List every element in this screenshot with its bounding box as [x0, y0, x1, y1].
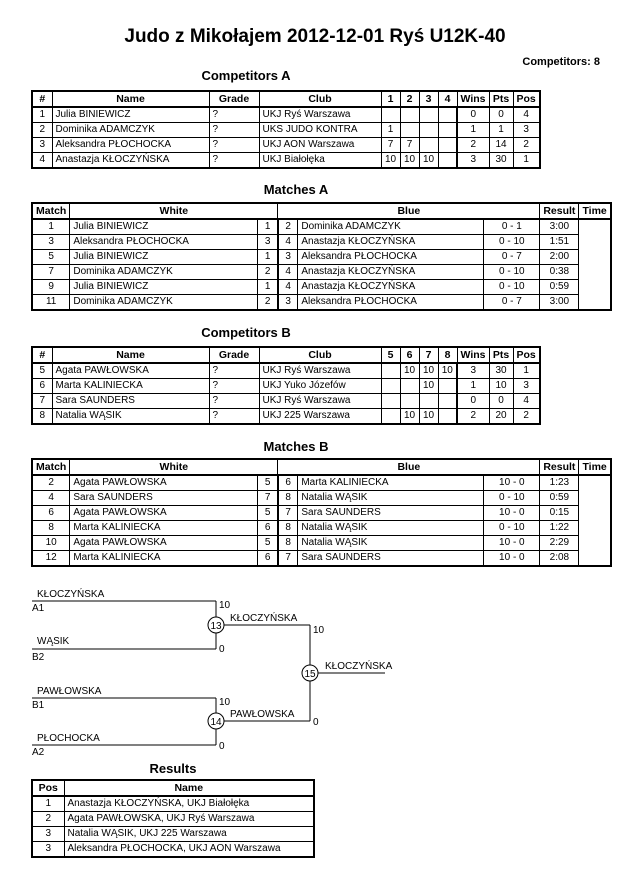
table-row: [32, 107, 540, 123]
sf2-match-number: 14: [210, 717, 222, 728]
sf1-top-seed: A1: [32, 603, 45, 614]
table-cell: Marta KALINIECKA: [70, 551, 258, 567]
table-row: [32, 827, 314, 842]
table-cell: 7: [278, 506, 298, 521]
table-cell: Aleksandra PŁOCHOCKA: [52, 138, 209, 153]
table-cell: 8: [278, 521, 298, 536]
table-cell: 3:00: [540, 219, 579, 235]
competitors-a-title: Competitors A: [201, 68, 291, 83]
table-cell: Julia BINIEWICZ: [70, 219, 258, 235]
table-cell: 10: [419, 379, 438, 394]
table-cell: Agata PAWŁOWSKA, UKJ Ryś Warszawa: [64, 812, 314, 827]
table-cell: Natalia WĄSIK: [298, 536, 484, 551]
table-cell: 10: [32, 536, 70, 551]
sf1-match-number: 13: [210, 621, 222, 632]
table-cell: 2: [457, 138, 489, 153]
table-cell: 2: [457, 409, 489, 425]
table-cell: 0 - 10: [484, 280, 540, 295]
table-row: [32, 153, 540, 169]
column-header: Time: [579, 203, 611, 219]
table-cell: 2: [32, 475, 70, 491]
table-cell: Dominika ADAMCZYK: [70, 265, 258, 280]
sf1-bottom-seed: B2: [32, 652, 45, 663]
sf2-top-seed: B1: [32, 700, 45, 711]
column-header: Wins: [457, 347, 489, 363]
table-cell: 10: [419, 153, 438, 169]
column-header: #: [32, 347, 52, 363]
table-cell: Julia BINIEWICZ: [70, 280, 258, 295]
table-row: [32, 235, 611, 250]
table-cell: UKJ Yuko Józefów: [259, 379, 381, 394]
matches-b-title: Matches B: [263, 439, 329, 454]
table-cell: Marta KALINIECKA: [70, 521, 258, 536]
column-header: Wins: [457, 91, 489, 107]
column-header: #: [32, 91, 52, 107]
table-cell: 8: [278, 491, 298, 506]
table-cell: [438, 409, 457, 425]
table-cell: 0: [457, 107, 489, 123]
table-row: [32, 265, 611, 280]
table-cell: [400, 107, 419, 123]
table-cell: 20: [489, 409, 513, 425]
table-row: [32, 551, 611, 567]
table-cell: 2: [32, 812, 64, 827]
table-cell: Natalia WĄSIK: [298, 491, 484, 506]
elimination-bracket: [0, 580, 420, 755]
table-cell: 1: [258, 280, 278, 295]
table-row: [32, 250, 611, 265]
table-cell: [381, 394, 400, 409]
column-header: Blue: [278, 459, 540, 475]
table-row: [32, 280, 611, 295]
table-cell: [381, 409, 400, 425]
table-cell: Sara SAUNDERS: [298, 506, 484, 521]
table-cell: 3: [32, 842, 64, 858]
table-cell: 10 - 0: [484, 506, 540, 521]
table-cell: 2: [32, 123, 52, 138]
table-cell: 10: [438, 363, 457, 379]
table-cell: 30: [489, 153, 513, 169]
table-row: [32, 536, 611, 551]
column-header: Pos: [513, 91, 540, 107]
table-cell: [400, 123, 419, 138]
table-cell: 0: [489, 394, 513, 409]
table-cell: Aleksandra PŁOCHOCKA: [298, 295, 484, 311]
table-cell: UKJ AON Warszawa: [259, 138, 381, 153]
sf2-bottom-name: PŁOCHOCKA: [37, 733, 100, 744]
table-cell: 30: [489, 363, 513, 379]
competitors-a-table: [31, 90, 541, 169]
competitors-b-table: [31, 346, 541, 425]
table-cell: 0 - 10: [484, 235, 540, 250]
column-header: 7: [419, 347, 438, 363]
table-cell: Dominika ADAMCZYK: [70, 295, 258, 311]
table-cell: 4: [278, 280, 298, 295]
column-header: Blue: [278, 203, 540, 219]
table-cell: 7: [258, 491, 278, 506]
table-cell: 4: [32, 153, 52, 169]
column-header: Match: [32, 203, 70, 219]
table-cell: 10 - 0: [484, 475, 540, 491]
table-cell: 2: [278, 219, 298, 235]
sf1-winner: KŁOCZYŃSKA: [230, 613, 298, 624]
table-cell: UKJ Białołęka: [259, 153, 381, 169]
table-cell: UKS JUDO KONTRA: [259, 123, 381, 138]
table-cell: 0: [457, 394, 489, 409]
table-cell: Agata PAWŁOWSKA: [70, 536, 258, 551]
table-cell: 1: [513, 363, 540, 379]
table-cell: 6: [258, 551, 278, 567]
column-header: Grade: [209, 347, 259, 363]
table-row: [32, 812, 314, 827]
table-cell: 10: [400, 363, 419, 379]
table-cell: 0 - 10: [484, 265, 540, 280]
table-cell: 10: [400, 409, 419, 425]
table-cell: 4: [513, 107, 540, 123]
table-cell: 1:51: [540, 235, 579, 250]
table-cell: 0: [489, 107, 513, 123]
column-header: White: [70, 459, 278, 475]
table-cell: 5: [32, 363, 52, 379]
table-cell: 2: [513, 409, 540, 425]
table-row: [32, 138, 540, 153]
table-cell: 4: [278, 265, 298, 280]
column-header: Club: [259, 347, 381, 363]
table-row: [32, 394, 540, 409]
table-cell: 7: [32, 394, 52, 409]
table-cell: Aleksandra PŁOCHOCKA, UKJ AON Warszawa: [64, 842, 314, 858]
table-cell: Sara SAUNDERS: [298, 551, 484, 567]
table-cell: 1: [381, 123, 400, 138]
table-row: [32, 796, 314, 812]
table-cell: 10: [400, 153, 419, 169]
table-cell: 3: [513, 379, 540, 394]
table-cell: [419, 138, 438, 153]
table-cell: Dominika ADAMCZYK: [298, 219, 484, 235]
table-cell: ?: [209, 107, 259, 123]
table-cell: 0:15: [540, 506, 579, 521]
table-cell: [400, 379, 419, 394]
table-cell: Natalia WĄSIK: [298, 521, 484, 536]
table-cell: 8: [32, 409, 52, 425]
results-title: Results: [149, 761, 197, 776]
table-cell: Marta KALINIECKA: [52, 379, 209, 394]
column-header: Grade: [209, 91, 259, 107]
table-cell: Agata PAWŁOWSKA: [52, 363, 209, 379]
table-cell: [438, 379, 457, 394]
column-header: 8: [438, 347, 457, 363]
table-cell: 0 - 10: [484, 491, 540, 506]
column-header: 3: [419, 91, 438, 107]
sf2-final-score: 0: [313, 717, 319, 728]
table-cell: Anastazja KŁOCZYŃSKA: [52, 153, 209, 169]
table-cell: 0 - 10: [484, 521, 540, 536]
table-cell: Natalia WĄSIK: [52, 409, 209, 425]
column-header: Pos: [32, 780, 64, 796]
sf2-top-score: 10: [219, 697, 231, 708]
table-cell: 10 - 0: [484, 536, 540, 551]
column-header: Result: [540, 459, 579, 475]
sf1-top-score: 10: [219, 600, 231, 611]
table-cell: [419, 123, 438, 138]
table-cell: 3: [32, 827, 64, 842]
table-row: [32, 491, 611, 506]
table-cell: 0:59: [540, 280, 579, 295]
table-cell: 7: [381, 138, 400, 153]
table-row: [32, 363, 540, 379]
table-cell: 3: [258, 235, 278, 250]
table-cell: [381, 363, 400, 379]
page-title: Judo z Mikołajem 2012-12-01 Ryś U12K-40: [124, 26, 506, 47]
table-cell: 10: [419, 409, 438, 425]
table-row: [32, 123, 540, 138]
column-header: Pos: [513, 347, 540, 363]
table-cell: 4: [513, 394, 540, 409]
table-cell: ?: [209, 138, 259, 153]
matches-a-table: [31, 202, 612, 311]
table-cell: ?: [209, 379, 259, 394]
table-cell: 2: [513, 138, 540, 153]
table-cell: 3: [457, 363, 489, 379]
sf2-winner: PAWŁOWSKA: [230, 709, 295, 720]
table-cell: 1: [32, 219, 70, 235]
table-cell: 0:59: [540, 491, 579, 506]
table-cell: UKJ Ryś Warszawa: [259, 363, 381, 379]
table-cell: Julia BINIEWICZ: [52, 107, 209, 123]
table-cell: 11: [32, 295, 70, 311]
column-header: Name: [64, 780, 314, 796]
table-cell: 10 - 0: [484, 551, 540, 567]
table-cell: 3: [457, 153, 489, 169]
table-cell: UKJ Ryś Warszawa: [259, 107, 381, 123]
table-cell: 3: [513, 123, 540, 138]
table-cell: 8: [32, 521, 70, 536]
table-cell: 0:38: [540, 265, 579, 280]
table-cell: 2: [258, 265, 278, 280]
table-cell: Aleksandra PŁOCHOCKA: [70, 235, 258, 250]
competitors-b-title: Competitors B: [201, 325, 291, 340]
table-cell: 3: [278, 250, 298, 265]
table-cell: 2:08: [540, 551, 579, 567]
table-cell: 7: [32, 265, 70, 280]
table-cell: Agata PAWŁOWSKA: [70, 475, 258, 491]
table-cell: [400, 394, 419, 409]
table-cell: Marta KALINIECKA: [298, 475, 484, 491]
table-cell: Anastazja KŁOCZYŃSKA: [298, 265, 484, 280]
column-header: Pts: [489, 347, 513, 363]
column-header: 4: [438, 91, 457, 107]
table-cell: UKJ Ryś Warszawa: [259, 394, 381, 409]
table-row: [32, 409, 540, 425]
matches-a-title: Matches A: [263, 182, 329, 197]
table-cell: [381, 379, 400, 394]
table-cell: 5: [32, 250, 70, 265]
table-cell: ?: [209, 123, 259, 138]
table-header-row: [32, 347, 540, 363]
column-header: 1: [381, 91, 400, 107]
column-header: 6: [400, 347, 419, 363]
table-header-row: [32, 91, 540, 107]
table-cell: 0 - 7: [484, 250, 540, 265]
table-cell: 0 - 7: [484, 295, 540, 311]
table-cell: Anastazja KŁOCZYŃSKA, UKJ Białołęka: [64, 796, 314, 812]
table-cell: 1: [32, 796, 64, 812]
final-match-number: 15: [304, 669, 316, 680]
table-cell: 12: [32, 551, 70, 567]
final-winner: KŁOCZYŃSKA: [325, 661, 393, 672]
table-cell: Agata PAWŁOWSKA: [70, 506, 258, 521]
table-cell: [438, 138, 457, 153]
table-cell: Aleksandra PŁOCHOCKA: [298, 250, 484, 265]
sf2-bottom-seed: A2: [32, 747, 45, 755]
table-row: [32, 506, 611, 521]
table-cell: [381, 107, 400, 123]
sf2-top-name: PAWŁOWSKA: [37, 686, 102, 697]
sf2-bottom-score: 0: [219, 741, 225, 752]
table-cell: 4: [278, 235, 298, 250]
column-header: 5: [381, 347, 400, 363]
table-header-row: [32, 780, 314, 796]
table-cell: 6: [32, 379, 52, 394]
table-cell: [438, 123, 457, 138]
table-cell: UKJ 225 Warszawa: [259, 409, 381, 425]
table-cell: 9: [32, 280, 70, 295]
table-cell: 5: [258, 475, 278, 491]
table-cell: 6: [258, 521, 278, 536]
table-cell: 2: [258, 295, 278, 311]
table-cell: [438, 394, 457, 409]
table-header-row: [32, 203, 611, 219]
sf1-bottom-name: WĄSIK: [37, 636, 70, 647]
table-cell: 5: [258, 506, 278, 521]
table-cell: 3: [32, 138, 52, 153]
table-cell: 10: [489, 379, 513, 394]
table-cell: [438, 153, 457, 169]
table-row: [32, 521, 611, 536]
table-cell: 3: [278, 295, 298, 311]
sf1-top-name: KŁOCZYŃSKA: [37, 589, 105, 600]
table-cell: 8: [278, 536, 298, 551]
table-cell: 0 - 1: [484, 219, 540, 235]
table-header-row: [32, 459, 611, 475]
table-row: [32, 379, 540, 394]
column-header: Name: [52, 91, 209, 107]
column-header: Name: [52, 347, 209, 363]
table-cell: 7: [400, 138, 419, 153]
table-cell: ?: [209, 153, 259, 169]
table-cell: 7: [278, 551, 298, 567]
table-row: [32, 475, 611, 491]
table-cell: 1: [457, 379, 489, 394]
column-header: White: [70, 203, 278, 219]
table-cell: ?: [209, 363, 259, 379]
table-cell: 10: [419, 363, 438, 379]
table-cell: 5: [258, 536, 278, 551]
table-row: [32, 295, 611, 311]
table-cell: 1:22: [540, 521, 579, 536]
table-cell: [419, 394, 438, 409]
table-cell: 1: [32, 107, 52, 123]
table-cell: 14: [489, 138, 513, 153]
table-cell: Sara SAUNDERS: [70, 491, 258, 506]
column-header: 2: [400, 91, 419, 107]
table-row: [32, 219, 611, 235]
column-header: Time: [579, 459, 611, 475]
table-cell: ?: [209, 394, 259, 409]
table-cell: Anastazja KŁOCZYŃSKA: [298, 280, 484, 295]
table-cell: 1: [489, 123, 513, 138]
table-cell: [419, 107, 438, 123]
table-cell: Anastazja KŁOCZYŃSKA: [298, 235, 484, 250]
table-cell: 1: [457, 123, 489, 138]
table-cell: ?: [209, 409, 259, 425]
table-cell: 2:00: [540, 250, 579, 265]
table-cell: 3: [32, 235, 70, 250]
column-header: Club: [259, 91, 381, 107]
sf1-bottom-score: 0: [219, 644, 225, 655]
table-cell: 10: [381, 153, 400, 169]
table-cell: Sara SAUNDERS: [52, 394, 209, 409]
column-header: Pts: [489, 91, 513, 107]
table-cell: Dominika ADAMCZYK: [52, 123, 209, 138]
competitors-count: Competitors: 8: [522, 56, 600, 68]
table-cell: [438, 107, 457, 123]
table-cell: 1: [258, 250, 278, 265]
sf1-final-score: 10: [313, 625, 325, 636]
results-table: [31, 779, 315, 858]
column-header: Match: [32, 459, 70, 475]
table-cell: Julia BINIEWICZ: [70, 250, 258, 265]
table-row: [32, 842, 314, 858]
table-cell: 6: [278, 475, 298, 491]
table-cell: 3:00: [540, 295, 579, 311]
column-header: Result: [540, 203, 579, 219]
table-cell: Natalia WĄSIK, UKJ 225 Warszawa: [64, 827, 314, 842]
table-cell: 1: [258, 219, 278, 235]
table-cell: 1: [513, 153, 540, 169]
table-cell: 6: [32, 506, 70, 521]
table-cell: 2:29: [540, 536, 579, 551]
table-cell: 4: [32, 491, 70, 506]
matches-b-table: [31, 458, 612, 567]
table-cell: 1:23: [540, 475, 579, 491]
